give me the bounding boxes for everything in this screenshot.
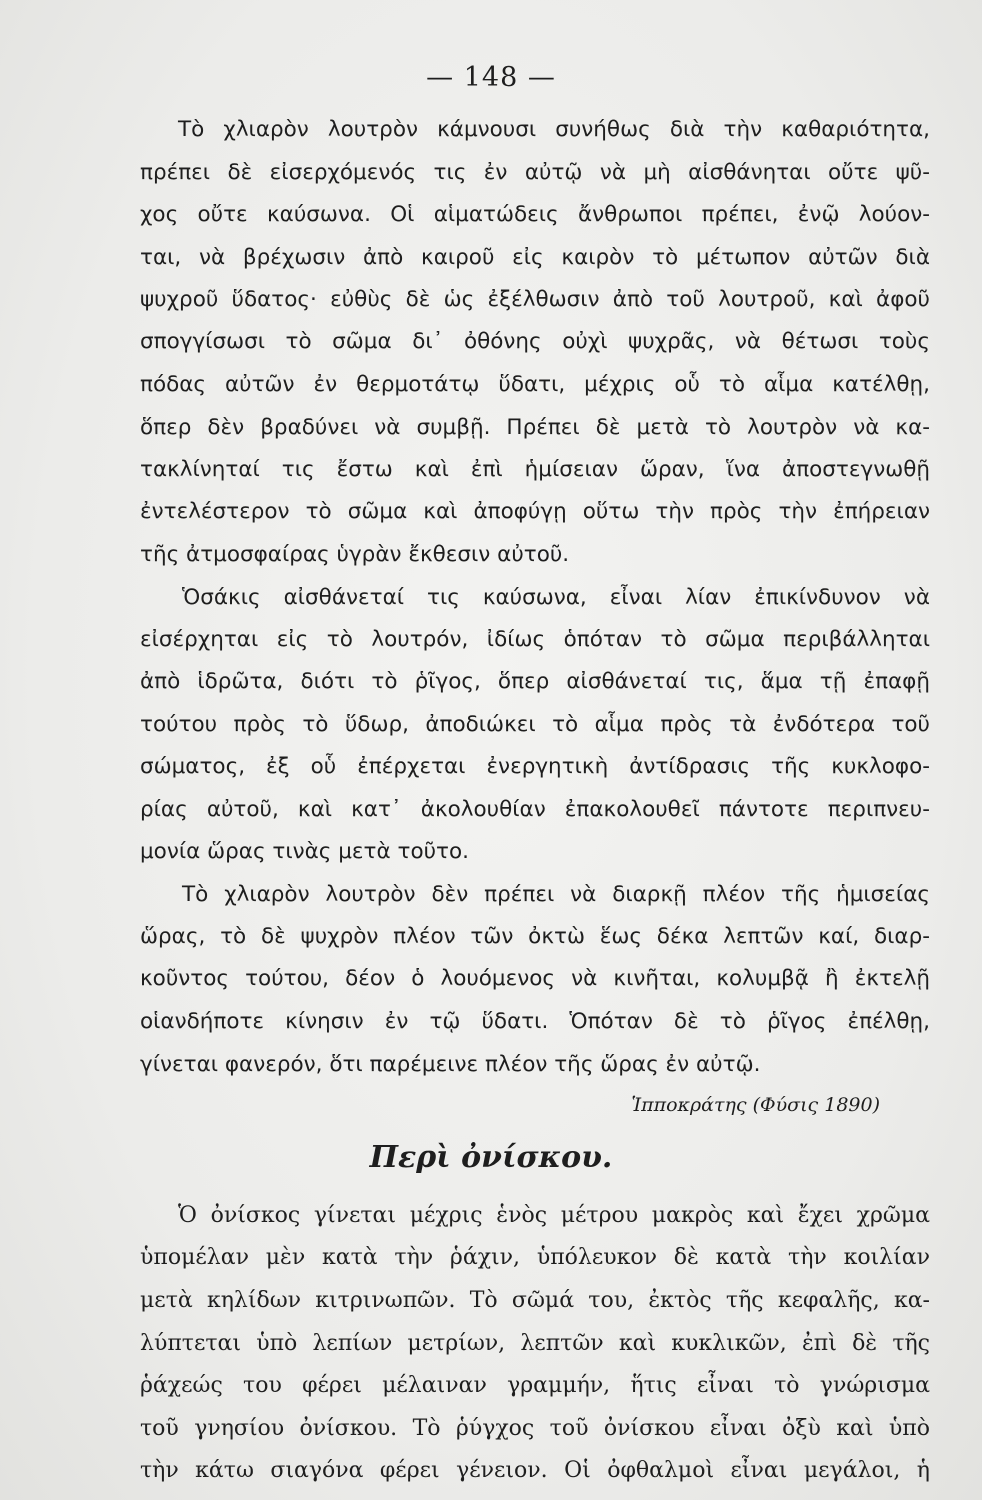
text-line: ῥάχεώς του φέρει μέλαιναν γραμμήν, ἥτις εἶναι τὸ γνώρισμα [140,1373,930,1398]
text-line: ὥρας, τὸ δὲ ψυχρὸν πλέον τῶν ὀκτὼ ἕως δέκα λεπτῶν καί, διαρ- [140,924,930,949]
text-line: σώματος, ἐξ οὗ ἐπέρχεται ἐνεργητικὴ ἀντίδρασις τῆς κυκλοφο- [140,754,930,779]
text-line: Τὸ χλιαρὸν λουτρὸν δὲν πρέπει νὰ διαρκῇ πλέον τῆς ἡμισείας [182,882,930,907]
text-line: ρίας αὐτοῦ, καὶ κατ᾽ ἀκολουθίαν ἐπακολουθεῖ πάντοτε περιπνευ- [140,797,930,822]
page-number: — 148 — [426,62,556,93]
text-line: τακλίνηταί τις ἔστω καὶ ἐπὶ ἡμίσειαν ὥραν, ἵνα ἀποστεγνωθῇ [140,457,930,482]
text-line: ὑπομέλαν μὲν κατὰ τὴν ῥάχιν, ὑπόλευκον δὲ κατὰ τὴν κοιλίαν [140,1245,930,1270]
text-line: τῆς ἀτμοσφαίρας ὑγρὰν ἔκθεσιν αὐτοῦ. [140,542,570,567]
section-title: Περὶ ὀνίσκου. [369,1140,613,1175]
text-line: οἱανδήποτε κίνησιν ἐν τῷ ὕδατι. Ὁπόταν δὲ τὸ ῥῖγος ἐπέλθῃ, [140,1009,930,1034]
text-line: τοῦ γνησίου ὀνίσκου. Τὸ ῥύγχος τοῦ ὀνίσκου εἶναι ὀξὺ καὶ ὑπὸ [140,1416,930,1441]
text-line: πρέπει δὲ εἰσερχόμενός τις ἐν αὐτῷ νὰ μὴ αἰσθάνηται οὔτε ψῦ- [140,160,930,185]
text-line: ψυχροῦ ὕδατος· εὐθὺς δὲ ὡς ἐξέλθωσιν ἀπὸ τοῦ λουτροῦ, καὶ ἀφοῦ [140,287,930,312]
text-line: ται, νὰ βρέχωσιν ἀπὸ καιροῦ εἰς καιρὸν τὸ μέτωπον αὐτῶν διὰ [140,245,930,270]
text-line: τούτου πρὸς τὸ ὕδωρ, ἀποδιώκει τὸ αἷμα πρὸς τὰ ἐνδότερα τοῦ [140,712,930,737]
text-line: πόδας αὐτῶν ἐν θερμοτάτῳ ὕδατι, μέχρις οὗ τὸ αἷμα κατέλθῃ, [140,372,930,397]
text-line: Τὸ χλιαρὸν λουτρὸν κάμνουσι συνήθως διὰ τὴν καθαριότητα, [178,117,930,142]
text-line: σπογγίσωσι τὸ σῶμα δι᾽ ὀθόνης οὐχὶ ψυχρᾶς, νὰ θέτωσι τοὺς [140,329,930,354]
text-line: λύπτεται ὑπὸ λεπίων μετρίων, λεπτῶν καὶ κυκλικῶν, ἐπὶ δὲ τῆς [140,1331,930,1356]
text-line: ἀπὸ ἱδρῶτα, διότι τὸ ῥῖγος, ὅπερ αἰσθάνεταί τις, ἅμα τῇ ἐπαφῇ [140,669,930,694]
text-line: γίνεται φανερόν, ὅτι παρέμεινε πλέον τῆς ὥρας ἐν αὐτῷ. [140,1052,761,1077]
text-line: Ὁσάκις αἰσθάνεταί τις καύσωνα, εἶναι λίαν ἐπικίνδυνον νὰ [182,585,930,610]
text-line: μετὰ κηλίδων κιτρινωπῶν. Τὸ σῶμά του, ἐκτὸς τῆς κεφαλῆς, κα- [140,1288,930,1313]
text-line: χος οὔτε καύσωνα. Οἱ αἱματώδεις ἄνθρωποι πρέπει, ἐνῷ λούον- [140,202,930,227]
text-line: Ὁ ὀνίσκος γίνεται μέχρις ἑνὸς μέτρου μακρὸς καὶ ἔχει χρῶμα [178,1203,930,1228]
text-line: μονία ὥρας τινὰς μετὰ τοῦτο. [140,839,469,864]
attribution: Ἱπποκράτης (Φύσις 1890) [631,1094,880,1116]
text-line: κοῦντος τούτου, δέον ὁ λουόμενος νὰ κινῆται, κολυμβᾷ ἢ ἐκτελῇ [140,966,930,991]
text-line: εἰσέρχηται εἰς τὸ λουτρόν, ἰδίως ὁπόταν τὸ σῶμα περιβάλληται [140,627,930,652]
text-line: τὴν κάτω σιαγόνα φέρει γένειον. Οἱ ὀφθαλμοὶ εἶναι μεγάλοι, ἡ [140,1458,930,1483]
text-line: ἐντελέστερον τὸ σῶμα καὶ ἀποφύγῃ οὕτω τὴν πρὸς τὴν ἐπήρειαν [140,499,930,524]
text-line: ὅπερ δὲν βραδύνει νὰ συμβῇ. Πρέπει δὲ μετὰ τὸ λουτρὸν νὰ κα- [140,415,930,440]
